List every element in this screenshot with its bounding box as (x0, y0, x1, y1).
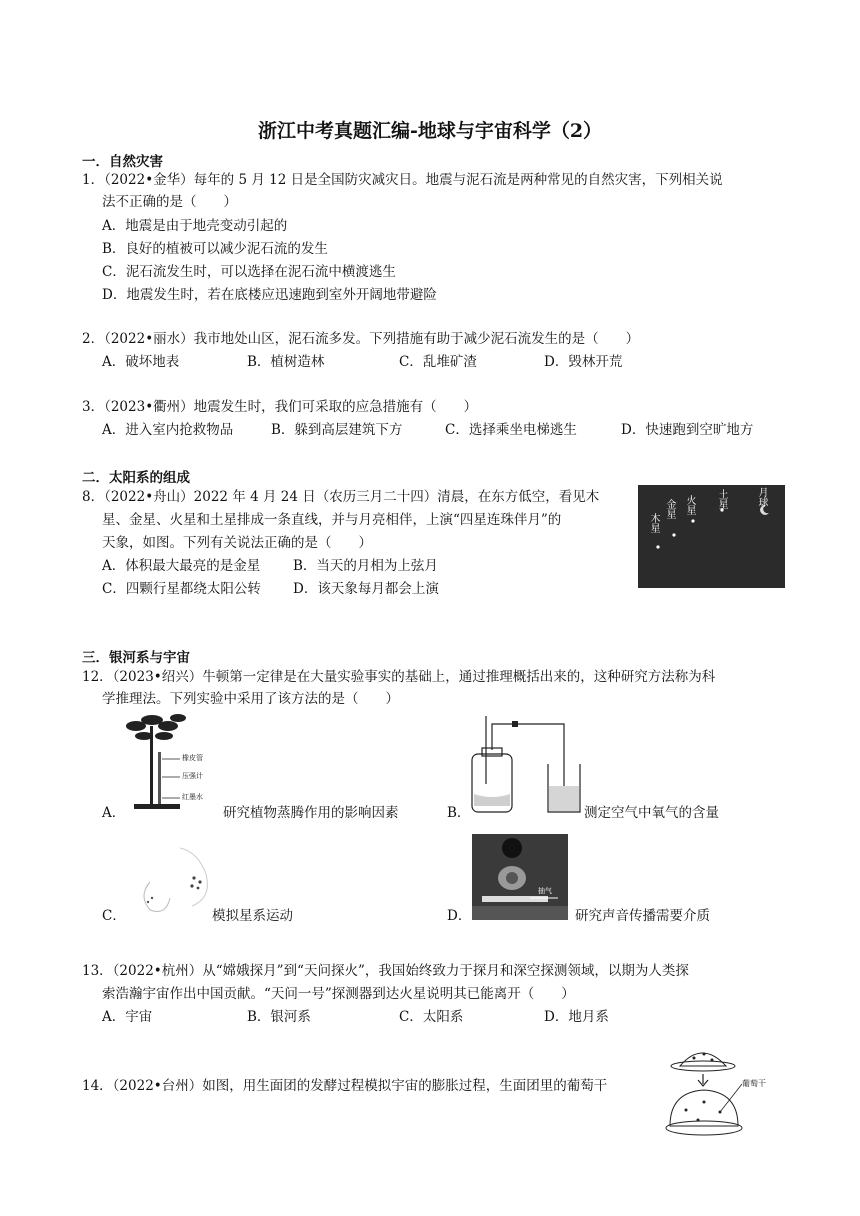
mars-dot (691, 519, 694, 522)
q2-option-c: C．乱堆矿渣 (399, 354, 477, 370)
q13-option-a: A．宇宙 (102, 1009, 153, 1025)
q12-figure-b (468, 714, 584, 818)
q8-option-c: C．四颗行星都绕太阳公转 (102, 581, 261, 597)
page-title: 浙江中考真题汇编-地球与宇宙科学（2） (257, 120, 603, 142)
label-rubber-tube: 橡皮管 (182, 754, 203, 762)
label-red-ink: 红墨水 (182, 793, 203, 801)
q14-dough-figure (664, 1040, 794, 1144)
q3-option-a: A．进入室内抢救物品 (102, 422, 234, 438)
q8-option-b: B．当天的月相为上弦月 (293, 558, 438, 574)
label-raisin: 葡萄干 (742, 1079, 766, 1088)
q2-option-a: A．破坏地表 (102, 354, 180, 370)
q13-option-b: B．银河系 (247, 1009, 311, 1025)
q3-option-c: C．选择乘坐电梯逃生 (445, 422, 577, 438)
bell-jar-svg (472, 834, 568, 920)
q12-figure-a (122, 712, 222, 814)
oxygen-apparatus-svg (468, 714, 584, 818)
q12-figure-d (472, 834, 568, 920)
balloon-svg (128, 838, 218, 924)
label-pump-air: 抽气 (538, 887, 552, 895)
q8-stem-line3: 天象，如图。下列有关说法正确的是（ ） (102, 535, 372, 551)
jupiter-dot (656, 545, 659, 548)
q12-option-a-text: 研究植物蒸腾作用的影响因素 (223, 805, 399, 821)
q1-stem-line2: 法不正确的是（ ） (102, 194, 237, 210)
q2-option-b: B．植树造林 (247, 354, 325, 370)
q3-option-d: D．快速跑到空旷地方 (621, 422, 754, 438)
q12-option-c-text: 模拟星系运动 (212, 908, 293, 924)
q2-option-d: D．毁林开荒 (544, 354, 623, 370)
q1-option-a: A．地震是由于地壳变动引起的 (102, 218, 288, 234)
q1-stem-line1: 1．（2022•金华）每年的 5 月 12 日是全国防灾减灾日。地震与泥石流是两种常见的自然灾害，下列相关说 (82, 172, 723, 188)
q1-option-d: D．地震发生时，若在底楼应迅速跑到室外开阔地带避险 (102, 287, 437, 303)
q8-planets-figure (638, 485, 785, 588)
q8-option-a: A．体积最大最亮的是金星 (102, 558, 261, 574)
q12-stem-line2: 学推理法。下列实验中采用了该方法的是（ ） (102, 691, 399, 707)
q12-figure-c (128, 838, 218, 924)
q14-stem-line1: 14．（2022•台州）如图，用生面团的发酵过程模拟宇宙的膨胀过程，生面团里的葡萄干 (82, 1078, 608, 1094)
q8-stem-line1: 8．（2022•舟山）2022 年 4 月 24 日（农历三月二十四）清晨，在东方低空，看见木 (82, 489, 600, 505)
venus-dot (672, 533, 675, 536)
section-heading-1: 一．自然灾害 (82, 154, 163, 170)
plant-apparatus-svg (122, 712, 222, 814)
q13-option-d: D．地月系 (544, 1009, 609, 1025)
q12-option-b-letter: B． (447, 805, 471, 821)
q13-option-c: C．太阳系 (399, 1009, 464, 1025)
q12-option-d-letter: D． (447, 908, 472, 924)
label-mars: 火星 (684, 495, 695, 515)
dough-svg (664, 1040, 794, 1144)
section-heading-2: 二．太阳系的组成 (82, 470, 190, 486)
section-heading-3: 三．银河系与宇宙 (82, 650, 190, 666)
q12-option-c-letter: C． (102, 908, 126, 924)
q12-option-a-letter: A． (102, 805, 126, 821)
label-pressure-gauge: 压强计 (182, 772, 203, 780)
q13-stem-line1: 13．（2022•杭州）从“嫦娥探月”到“天问探火”，我国始终致力于探月和深空探测领域，以期为人类探 (82, 963, 689, 979)
label-moon: 月球 (756, 487, 767, 507)
q8-option-d: D．该天象每月都会上演 (293, 581, 439, 597)
q12-stem-line1: 12．（2023•绍兴）牛顿第一定律是在大量实验事实的基础上，通过推理概括出来的，这种研究方法称为科 (82, 669, 716, 685)
label-jupiter: 木星 (648, 513, 659, 533)
q12-option-d-text: 研究声音传播需要介质 (575, 908, 710, 924)
q3-option-b: B．躲到高层建筑下方 (271, 422, 403, 438)
label-saturn: 土星 (716, 489, 727, 509)
q8-stem-line2: 星、金星、火星和土星排成一条直线，并与月亮相伴，上演“四星连珠伴月”的 (102, 512, 562, 528)
q2-stem: 2．（2022•丽水）我市地处山区，泥石流多发。下列措施有助于减少泥石流发生的是（ ） (82, 331, 640, 347)
q3-stem: 3．（2023•衢州）地震发生时，我们可采取的应急措施有（ ） (82, 399, 478, 415)
q1-option-b: B．良好的植被可以减少泥石流的发生 (102, 241, 328, 257)
label-venus: 金星 (664, 499, 675, 519)
q12-option-b-text: 测定空气中氧气的含量 (584, 805, 719, 821)
q13-stem-line2: 索浩瀚宇宙作出中国贡献。“天问一号”探测器到达火星说明其已能离开（ ） (102, 986, 575, 1002)
q1-option-c: C．泥石流发生时，可以选择在泥石流中横渡逃生 (102, 264, 396, 280)
